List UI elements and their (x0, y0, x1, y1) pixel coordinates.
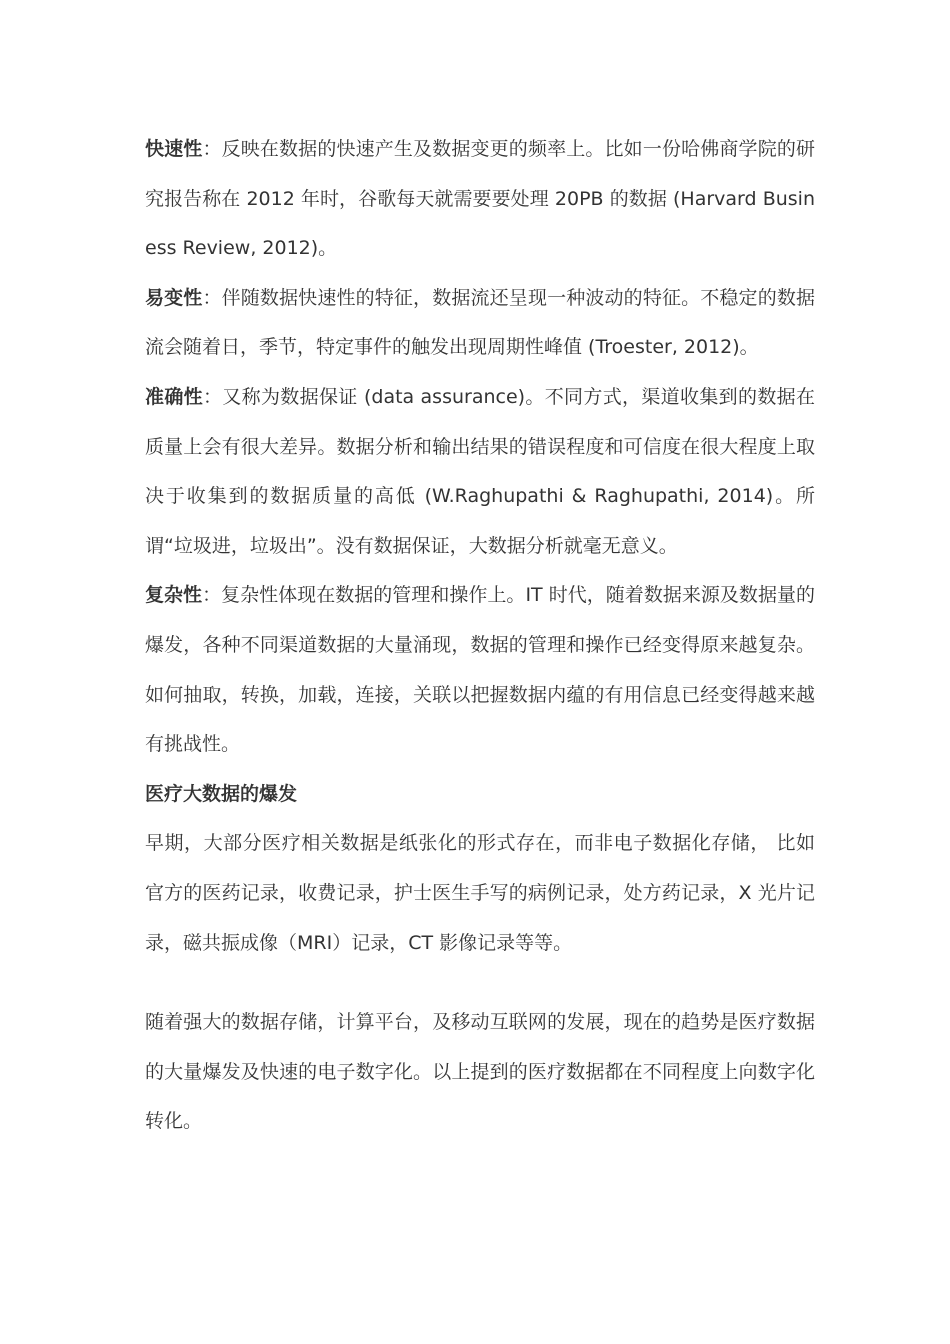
term-veracity: 准确性 (145, 385, 203, 408)
document-page (145, 125, 815, 1147)
term-complexity: 复杂性 (145, 584, 203, 607)
term-velocity: 快速性 (145, 138, 203, 160)
paragraph-velocity-text: ：反映在数据的快速产生及数据变更的频率上。比如一份哈佛商学院的研究报告称在 2012 年时，谷歌每天就需要要处理 20PB 的数据 (Harvard Business Review, 2012)。 (145, 138, 815, 260)
paragraph-variability-text: ：伴随数据快速性的特征，数据流还呈现一种波动的特征。不稳定的数据流会随着日，季节，特定事件的触发出现周期性峰值 (Troester, 2012)。 (145, 286, 815, 359)
paragraph-veracity (145, 373, 815, 571)
section-paragraph-1: 早期，大部分医疗相关数据是纸张化的形式存在，而非电子数据化存储， 比如官方的医药记录，收费记录，护士医生手写的病例记录，处方药记录，X 光片记录，磁共振成像（MRI）记录，CT 影像记录等等。 (145, 832, 815, 954)
term-variability: 易变性 (145, 286, 203, 309)
paragraph-complexity-text: ：复杂性体现在数据的管理和操作上。IT 时代，随着数据来源及数据量的爆发，各种不同渠道数据的大量涌现，数据的管理和操作已经变得原来越复杂。如何抽取，转换，加载，连接，关联以把握数据内蕴的有用信息已经变得越来越有挑战性。 (145, 584, 815, 756)
paragraph-variability (145, 274, 815, 373)
section-heading: 医疗大数据的爆发 (145, 782, 298, 805)
paragraph-complexity (145, 571, 815, 769)
paragraph-spacer (145, 968, 815, 998)
section-paragraph-2: 随着强大的数据存储，计算平台，及移动互联网的发展，现在的趋势是医疗数据的大量爆发及快速的电子数字化。以上提到的医疗数据都在不同程度上向数字化转化。 (145, 1011, 815, 1133)
paragraph-veracity-text: ：又称为数据保证 (data assurance)。不同方式，渠道收集到的数据在质量上会有很大差异。数据分析和输出结果的错误程度和可信度在很大程度上取决于收集到的数据质量的高低 (W.Raghupathi & Raghupathi, 2014)。所谓“垃圾进，垃圾出”。没有数据保证，大数据分析就毫无意义。 (145, 385, 815, 557)
paragraph-velocity (145, 125, 815, 274)
